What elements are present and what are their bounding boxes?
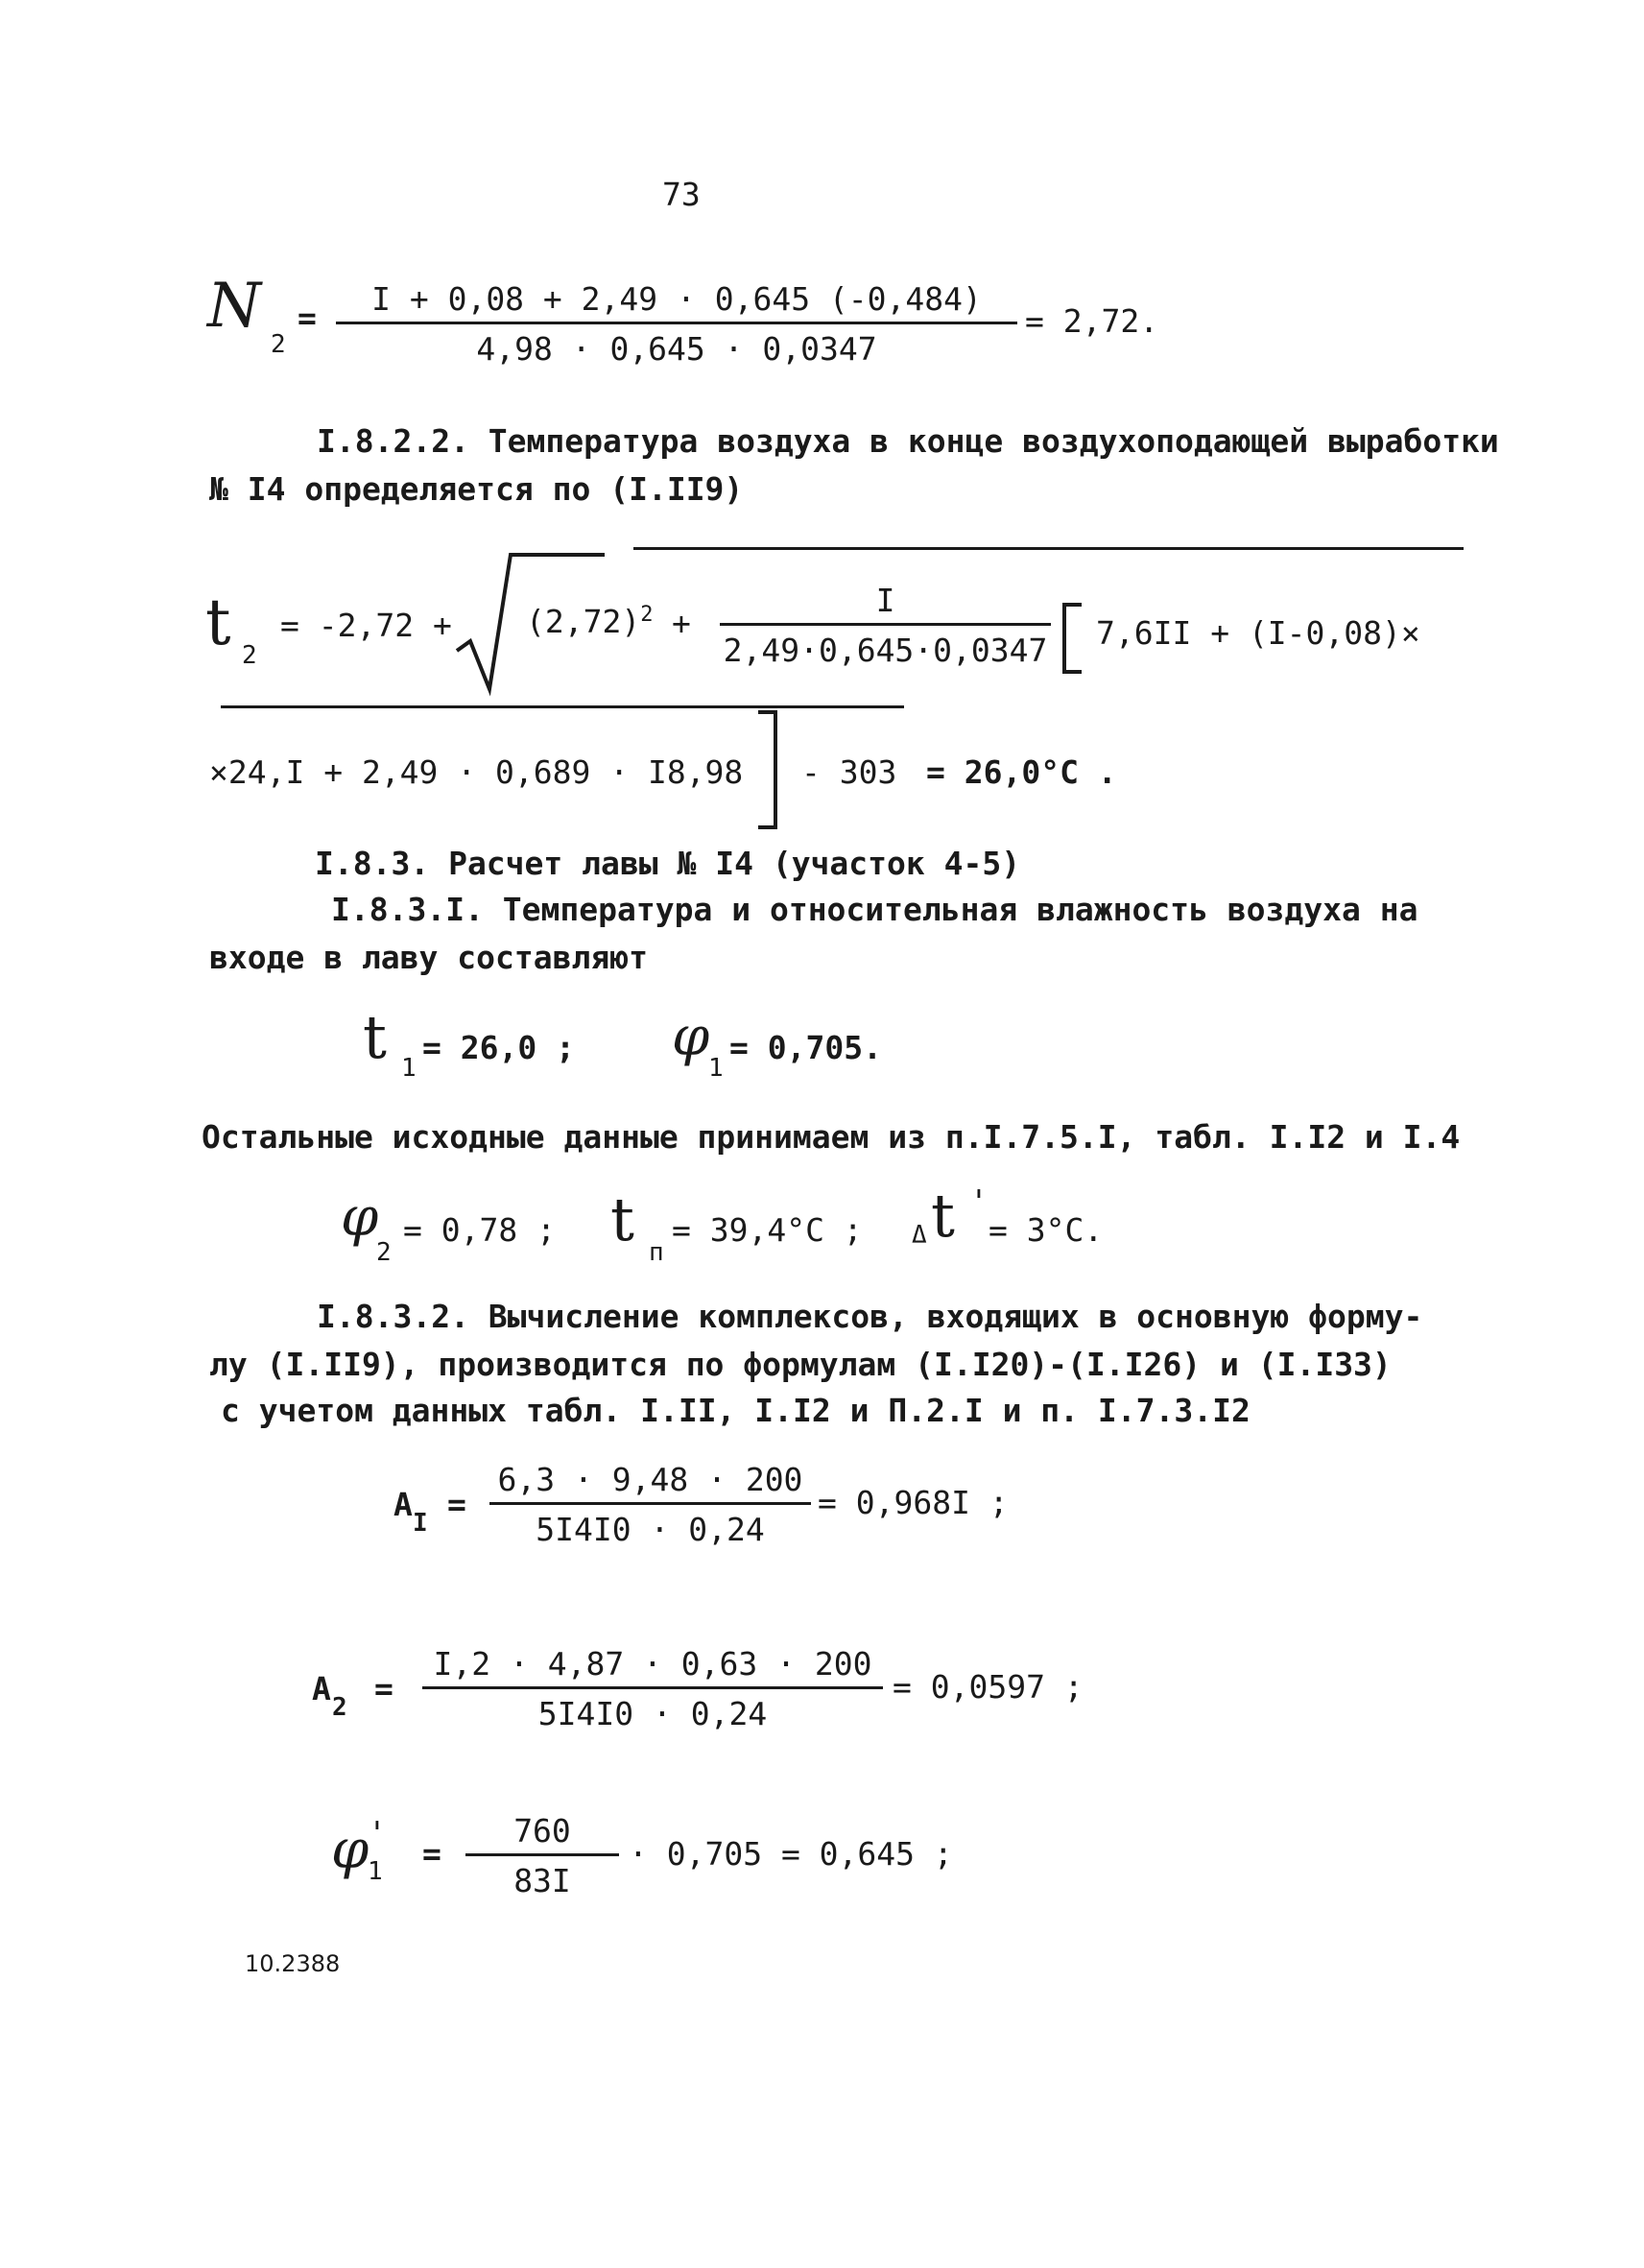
a1-denominator: 5I4I0 · 0,24 <box>536 1511 765 1548</box>
para-1832-line2: лу (I.II9), производится по формулам (I.I20)-(I.I26) и (I.I33) <box>209 1346 1392 1383</box>
paragraph-183: I.8.3. Расчет лавы № I4 (участок 4-5) <box>315 845 1021 882</box>
phi2-value: = 0,78 ; <box>403 1211 556 1249</box>
t2-square-exp: 2 <box>640 603 654 627</box>
phi1p-fraction-bar <box>465 1853 619 1856</box>
n2-subscript: 2 <box>271 330 286 359</box>
a1-numerator: 6,3 · 9,48 · 200 <box>497 1461 803 1498</box>
dt-prefix: Δ <box>912 1221 927 1250</box>
phi2-symbol: φ <box>341 1186 379 1249</box>
para-1832-line1: I.8.3.2. Вычисление комплексов, входящих в основную форму- <box>317 1298 1423 1335</box>
n2-symbol: N <box>207 271 261 342</box>
page-number: 73 <box>662 176 701 213</box>
t2-square-base: (2,72) <box>526 603 641 640</box>
a1-fraction <box>489 1461 811 1548</box>
a1-symbol: A <box>393 1486 413 1523</box>
t2-line2-content: ×24,I + 2,49 · 0,689 · I8,98 <box>209 753 744 791</box>
t2-fraction <box>720 582 1051 669</box>
a2-denominator: 5I4I0 · 0,24 <box>537 1695 768 1732</box>
t1-subscript: 1 <box>401 1054 417 1083</box>
a2-numerator: I,2 · 4,87 · 0,63 · 200 <box>433 1645 872 1683</box>
tn-symbol: t <box>610 1184 634 1254</box>
a2-equals: = <box>374 1670 393 1707</box>
t2-symbol: t <box>205 585 231 659</box>
a2-fraction-bar <box>422 1686 883 1689</box>
phi1p-result: · 0,705 = 0,645 ; <box>629 1835 953 1873</box>
n2-numerator: I + 0,08 + 2,49 · 0,645 (-0,484) <box>371 280 982 318</box>
continuation-vinculum <box>221 705 904 708</box>
n2-denominator: 4,98 · 0,645 · 0,0347 <box>476 330 877 368</box>
phi1p-denominator: 83I <box>513 1862 571 1899</box>
para-1832-line3: с учетом данных табл. I.II, I.I2 и П.2.I и п. I.7.3.I2 <box>221 1392 1251 1429</box>
t2-square <box>526 603 653 640</box>
para-1831-line2: входе в лаву составляют <box>209 939 648 976</box>
radical-vinculum <box>633 547 1464 550</box>
t2-line2-minus: - 303 <box>801 753 897 791</box>
t2-subscript: 2 <box>242 641 257 670</box>
para-1822-line2: № I4 определяется по (I.II9) <box>209 470 744 508</box>
a1-result: = 0,968I ; <box>818 1484 1009 1521</box>
a1-subscript: I <box>413 1509 428 1538</box>
phi1-value: = 0,705. <box>729 1029 882 1066</box>
a1-fraction-bar <box>489 1502 811 1505</box>
para-1831-line1: I.8.3.I. Температура и относительная влажность воздуха на <box>331 891 1418 928</box>
n2-equals: = <box>298 299 317 337</box>
close-bracket <box>756 710 779 829</box>
phi1p-equals: = <box>422 1835 441 1873</box>
phi1p-symbol: φ <box>331 1819 369 1881</box>
open-bracket <box>1060 603 1084 674</box>
t1-value: = 26,0 ; <box>422 1029 575 1066</box>
a1-equals: = <box>447 1486 466 1523</box>
a2-subscript: 2 <box>332 1693 347 1722</box>
a2-fraction <box>422 1645 883 1732</box>
dt-symbol: t <box>931 1181 955 1251</box>
phi1p-prime: ' <box>368 1814 387 1851</box>
n2-fraction <box>336 280 1017 368</box>
phi1-symbol: φ <box>672 1006 710 1068</box>
tn-value: = 39,4°С ; <box>672 1211 863 1249</box>
phi1-subscript: 1 <box>708 1054 724 1083</box>
a2-symbol: A <box>312 1670 331 1707</box>
t2-frac-denominator: 2,49·0,645·0,0347 <box>723 632 1048 669</box>
t2-plus: + <box>672 605 691 642</box>
dt-prime: ' <box>969 1182 989 1220</box>
n2-fraction-bar <box>336 322 1017 324</box>
t2-frac-numerator: I <box>875 582 895 619</box>
a2-result: = 0,0597 ; <box>893 1668 1084 1706</box>
footer-code: 10.2388 <box>245 1950 341 1977</box>
phi1p-fraction <box>465 1812 619 1899</box>
phi1p-subscript: 1 <box>368 1857 383 1886</box>
n2-result: = 2,72. <box>1025 302 1159 340</box>
phi2-subscript: 2 <box>376 1238 392 1267</box>
tn-subscript: п <box>649 1238 664 1267</box>
t2-prefix: = -2,72 + <box>280 607 452 644</box>
t2-result: = 26,0°C . <box>926 753 1117 791</box>
t1-symbol: t <box>363 1002 387 1072</box>
para-1822-line1: I.8.2.2. Температура воздуха в конце воздухоподающей выработки <box>317 422 1499 460</box>
phi1p-numerator: 760 <box>513 1812 571 1850</box>
dt-value: = 3°С. <box>989 1211 1104 1249</box>
t2-bracket-content: 7,6II + (I-0,08)× <box>1096 614 1420 652</box>
t2-frac-bar <box>720 623 1051 626</box>
paragraph-rest: Остальные исходные данные принимаем из п.I.7.5.I, табл. I.I2 и I.4 <box>202 1118 1461 1156</box>
